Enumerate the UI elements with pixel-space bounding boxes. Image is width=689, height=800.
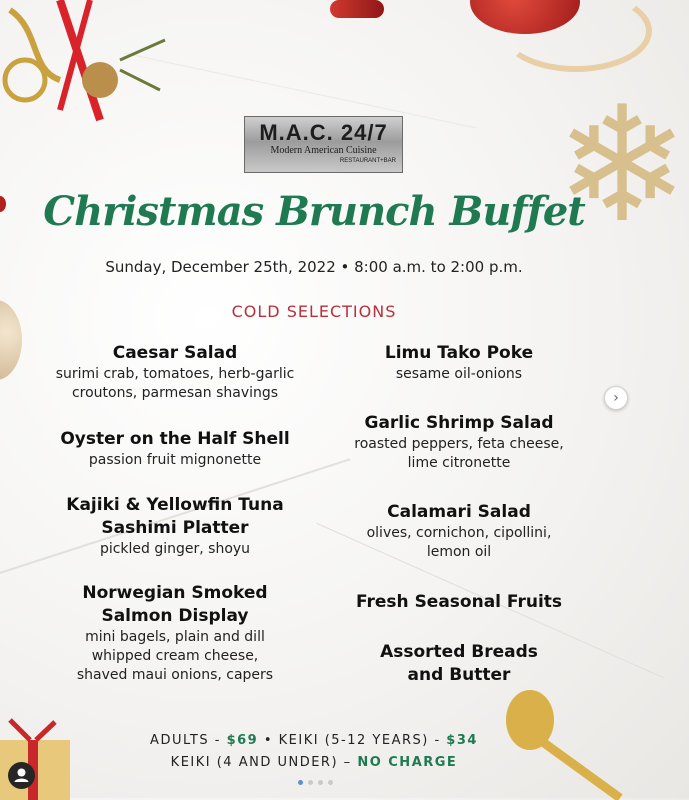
menu-item bbox=[40, 342, 310, 403]
price-line bbox=[0, 730, 628, 752]
menu-item-description: passion fruit mignonette bbox=[88, 452, 262, 468]
menu-item-description: surimi crab, tomatoes, herb-garlic croutons, parmesan shavings bbox=[55, 366, 295, 401]
carousel-dot[interactable] bbox=[308, 780, 313, 785]
menu-item bbox=[40, 428, 310, 470]
section-heading: COLD SELECTIONS bbox=[231, 302, 397, 321]
menu-item-name: Fresh Seasonal Fruits bbox=[355, 592, 563, 612]
menu-item bbox=[330, 641, 588, 687]
adults-price: $69 bbox=[226, 733, 259, 748]
keiki-price: $34 bbox=[446, 733, 478, 748]
red-ornament-decoration bbox=[330, 0, 384, 18]
carousel-dot[interactable] bbox=[318, 780, 323, 785]
pricing-info bbox=[0, 730, 628, 774]
menu-item-name: Oyster on the Half Shell bbox=[60, 429, 290, 449]
menu-item bbox=[330, 591, 588, 614]
logo-text: M.A.C. 24/7 bbox=[259, 120, 388, 145]
small-keiki-price: NO CHARGE bbox=[357, 755, 458, 770]
menu-item bbox=[40, 494, 310, 559]
menu-item bbox=[330, 412, 588, 473]
menu-item-description: roasted peppers, feta cheese, lime citronette bbox=[354, 436, 564, 471]
logo-tag: RESTAURANT+BAR bbox=[339, 158, 396, 164]
chevron-right-icon: › bbox=[613, 390, 619, 406]
snowflake-icon: ❄ bbox=[555, 71, 689, 258]
logo-subtitle: Modern American Cuisine bbox=[270, 145, 377, 156]
page-title: Christmas Brunch Buffet bbox=[43, 188, 585, 235]
menu-item-name: Garlic Shrimp Salad bbox=[364, 413, 554, 433]
carousel-indicator bbox=[298, 780, 338, 788]
menu-item-description: sesame oil-onions bbox=[395, 366, 523, 382]
ribbon-decoration bbox=[500, 0, 652, 72]
adults-label: ADULTS - bbox=[150, 733, 227, 748]
menu-item-name: Limu Tako Poke bbox=[384, 343, 534, 363]
small-keiki-label: KEIKI (4 AND UNDER) – bbox=[170, 755, 358, 770]
menu-item-name: Caesar Salad bbox=[112, 343, 238, 363]
menu-item-name: Norwegian Smoked Salmon Display bbox=[82, 583, 268, 626]
menu-item-description: pickled ginger, shoyu bbox=[99, 541, 251, 557]
menu-item bbox=[330, 342, 588, 384]
menu-item bbox=[330, 501, 588, 562]
menu-item-description: mini bagels, plain and dill whipped cream cheese, shaved maui onions, capers bbox=[76, 629, 274, 683]
menu-item bbox=[40, 582, 310, 685]
user-icon bbox=[8, 762, 35, 789]
profile-button[interactable] bbox=[8, 762, 35, 789]
event-date: Sunday, December 25th, 2022 • 8:00 a.m. to 2:00 p.m. bbox=[105, 258, 523, 276]
gold-ornament-decoration bbox=[0, 0, 170, 160]
carousel-dot[interactable] bbox=[328, 780, 333, 785]
price-line bbox=[0, 752, 628, 774]
menu-item-name: Kajiki & Yellowfin Tuna Sashimi Platter bbox=[66, 495, 284, 538]
carousel-dot[interactable] bbox=[298, 780, 303, 785]
keiki-label: • KEIKI (5-12 YEARS) - bbox=[258, 733, 447, 748]
menu-item-name: Calamari Salad bbox=[387, 502, 531, 522]
next-slide-button[interactable] bbox=[604, 386, 628, 410]
restaurant-logo bbox=[244, 116, 403, 173]
menu-item-name: Assorted Breads and Butter bbox=[380, 642, 538, 685]
menu-item-description: olives, cornichon, cipollini, lemon oil bbox=[366, 525, 552, 560]
